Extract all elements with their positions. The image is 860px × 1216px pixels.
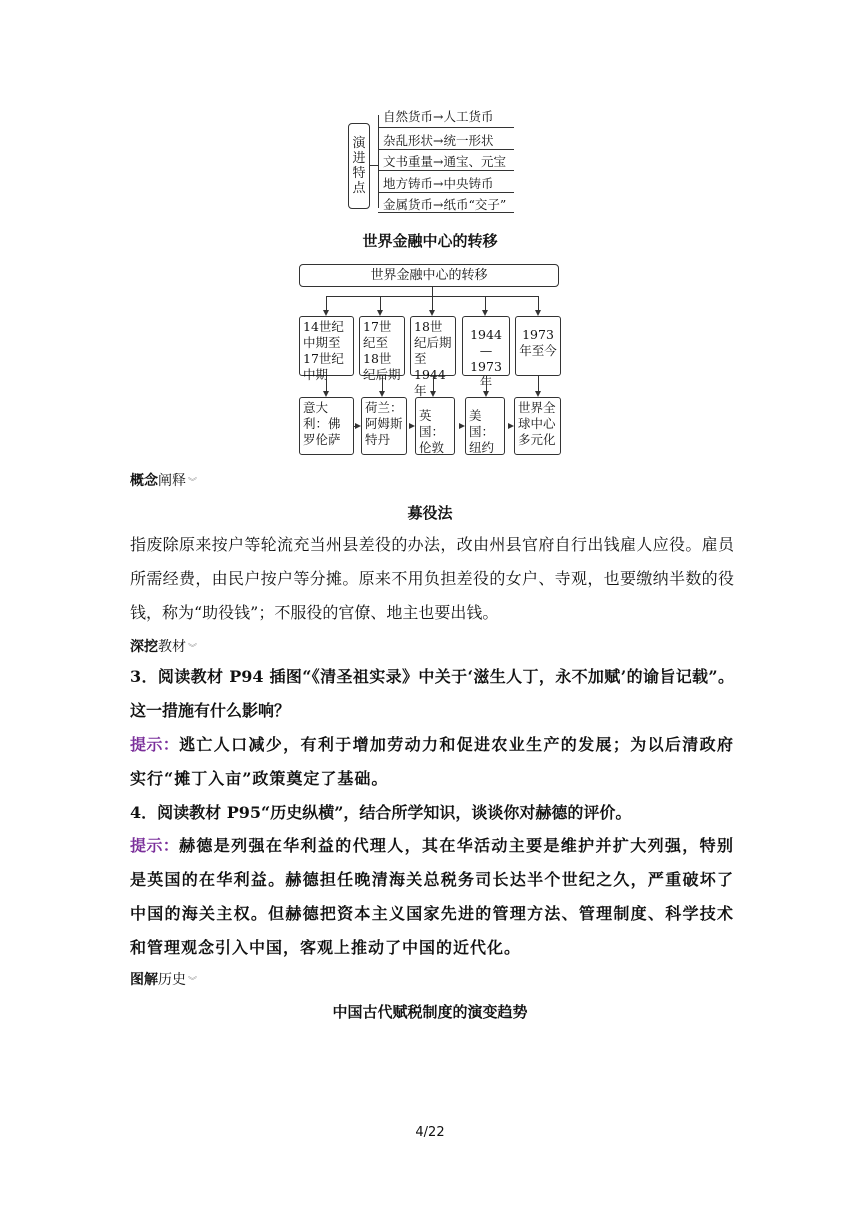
evolution-label: 演进特点 (348, 123, 370, 209)
connector (370, 165, 378, 166)
section-label-bold: 图解 (130, 972, 158, 988)
center-box: 美国：纽约 (465, 397, 505, 455)
concept-text: 指废除原来按户等轮流充当州县差役的办法，改由州县官府自行出钱雇人应役。雇员所需经费，由民户按户等分摊。原来不用负担差役的女户、寺观，也要缴纳半数的役钱，称为“助役钱”；不服役的官僚、地主也要出钱。 (130, 535, 734, 622)
hint-label: 提示： (130, 836, 180, 855)
divider (378, 192, 514, 193)
answer-text: 逃亡人口减少，有利于增加劳动力和促进农业生产的发展；为以后清政府实行“摊丁入亩”政策奠定了基础。 (130, 735, 734, 788)
section-title: 世界金融中心的转移 (362, 232, 498, 250)
divider (378, 149, 514, 150)
connector (326, 376, 327, 391)
evolution-item: 杂乱形状→统一形状 (383, 133, 494, 148)
arrow (355, 423, 361, 429)
divider (378, 212, 514, 213)
evolution-item: 金属货币→纸币“交子” (383, 197, 507, 212)
page-number: 4/22 (415, 1125, 445, 1140)
center-box: 英国：伦敦 (415, 397, 455, 455)
period-box: 14世纪中期至17世纪中期 (299, 316, 354, 376)
period-box: 18世纪后期至1944年 (410, 316, 456, 376)
connector (378, 115, 379, 208)
question-4: 4．阅读教材 P95“历史纵横”，结合所学知识，谈谈你对赫德的评价。 (130, 803, 632, 822)
connector (326, 296, 327, 310)
arrow (409, 423, 415, 429)
connector (538, 376, 539, 391)
evolution-item: 文书重量→通宝、元宝 (383, 154, 506, 169)
center-box: 世界全球中心多元化 (514, 397, 561, 455)
section-label-rest: 历史 (158, 972, 186, 988)
question-3: 3．阅读教材 P94 插图“《清圣祖实录》中关于‘滋生人丁，永不加赋’的谕旨记载”。这一措施有什么影响？ (130, 667, 734, 720)
arrow (508, 423, 514, 429)
connector (538, 296, 539, 310)
section-label-rest: 阐释 (158, 473, 186, 489)
chevron-down-icon: ︾ (188, 977, 198, 987)
hint-label: 提示： (130, 735, 180, 754)
connector (432, 287, 433, 296)
period-box: 1944—1973年 (462, 316, 510, 376)
connector (486, 376, 487, 391)
divider (378, 170, 514, 171)
section-label-concept (130, 470, 197, 490)
connector (380, 296, 381, 310)
chevron-down-icon: ︾ (188, 478, 198, 488)
connector (433, 376, 434, 391)
divider (378, 127, 514, 128)
evolution-item: 地方铸币→中央铸币 (383, 176, 494, 191)
answer-4 (130, 829, 734, 965)
answer-3 (130, 728, 734, 796)
chevron-down-icon: ︾ (188, 644, 198, 654)
concept-title: 募役法 (407, 504, 453, 522)
section-label-bold: 深挖 (130, 639, 158, 655)
diagram-title-box: 世界金融中心的转移 (299, 264, 559, 287)
center-box: 荷兰：阿姆斯特丹 (361, 397, 407, 455)
section-label-history (130, 969, 197, 989)
connector (432, 296, 433, 310)
connector (485, 296, 486, 310)
evolution-item: 自然货币→人工货币 (383, 109, 494, 124)
section-label-textbook (130, 636, 197, 656)
arrow (459, 423, 465, 429)
section-label-bold: 概念 (130, 473, 158, 489)
period-box: 1973年至今 (515, 316, 561, 376)
history-title: 中国古代赋税制度的演变趋势 (332, 1003, 528, 1021)
period-box: 17世纪至18世纪后期 (359, 316, 405, 376)
center-box: 意大利：佛罗伦萨 (299, 397, 354, 455)
answer-text: 赫德是列强在华利益的代理人，其在华活动主要是维护并扩大列强，特别是英国的在华利益。赫德担任晚清海关总税务司长达半个世纪之久，严重破坏了中国的海关主权。但赫德把资本主义国家先进的管理方法、管理制度、科学技术和管理观念引入中国，客观上推动了中国的近代化。 (130, 836, 734, 957)
section-label-rest: 教材 (158, 639, 186, 655)
connector (382, 376, 383, 391)
